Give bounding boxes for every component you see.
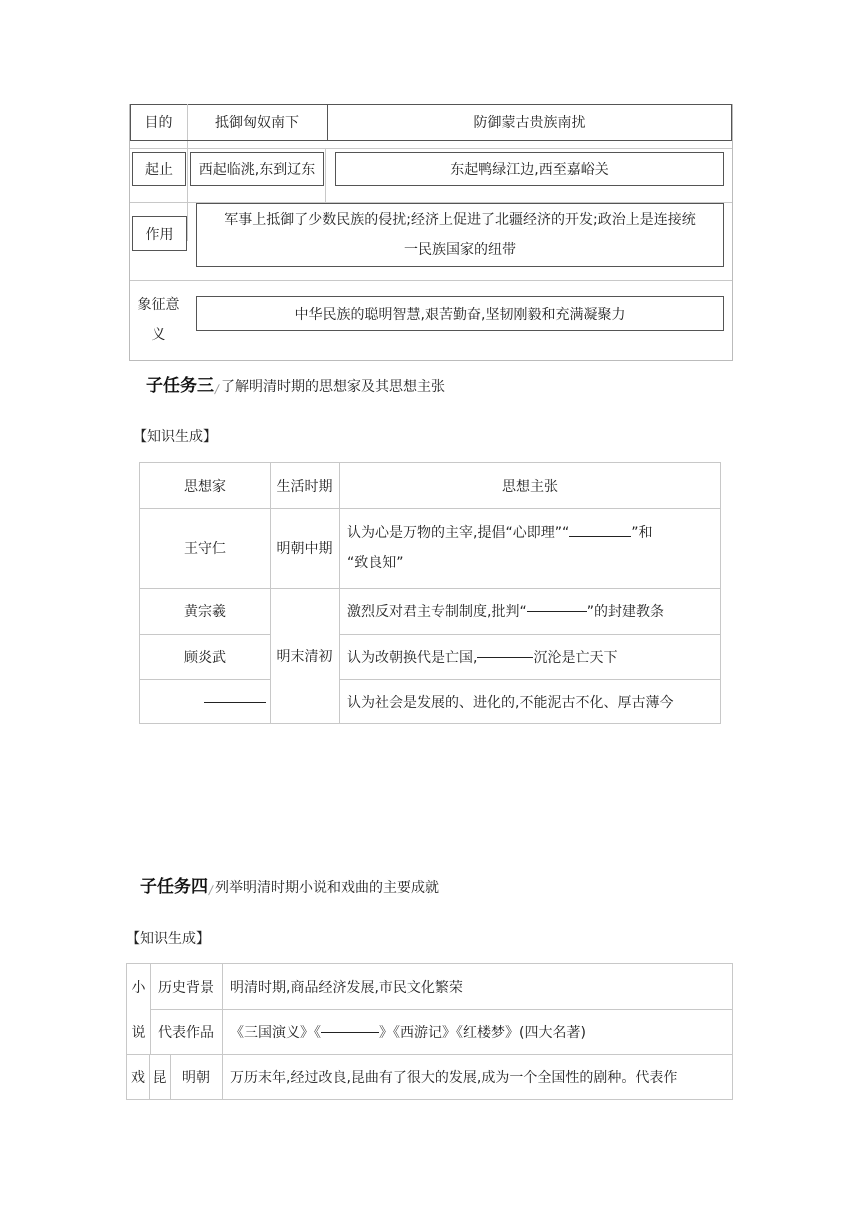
han-purpose: 抵御匈奴南下: [215, 115, 299, 131]
task3-title: 子任务三: [146, 376, 214, 396]
symbol-label: [130, 280, 187, 360]
idea-wang-line2: “致良知”: [347, 555, 404, 571]
ming-dynasty-label: 明朝: [182, 1070, 210, 1086]
fill-blank[interactable]: [204, 701, 266, 703]
symbol-label-line1: 象征意: [137, 297, 180, 313]
task3-heading: [146, 372, 445, 396]
symbol-text: 中华民族的聪明智慧,艰苦勤奋,坚韧刚毅和充满凝聚力: [196, 296, 724, 331]
effect-label: 作用: [132, 216, 187, 251]
effect-text-line1: 军事上抵御了少数民族的侵扰;经济上促进了北疆经济的开发;政治上是连接统: [224, 212, 696, 228]
kun-char: 昆: [152, 1070, 167, 1086]
task3-description: 了解明清时期的思想家及其思想主张: [221, 379, 446, 395]
fill-blank[interactable]: [527, 610, 587, 612]
effect-text-line2: 一民族国家的纽带: [404, 242, 516, 258]
kun-opera-text: 万历末年,经过改良,昆曲有了很大的发展,成为一个全国性的剧种。代表作: [230, 1070, 678, 1086]
idea-huang: 激烈反对君主专制制度,批判“ ”的封建教条: [347, 604, 664, 620]
fill-blank[interactable]: [321, 1031, 379, 1033]
novels-drama-table: [126, 963, 733, 1100]
ming-range: 东起鸭绿江边,西至嘉峪关: [335, 152, 724, 186]
works-label: 代表作品: [158, 1024, 214, 1041]
task4-knowledge-label: 【知识生成】: [126, 931, 210, 947]
period-late-ming-early-qing: 明末清初: [276, 649, 333, 665]
idea-wang-fuzhi: 认为社会是发展的、进化的,不能泥古不化、厚古薄今: [347, 694, 674, 711]
purpose-label: 目的: [144, 115, 173, 131]
idea-wang-line1: 认为心是万物的主宰,提倡“心即理”“ ”和: [347, 525, 653, 541]
task4-heading: [140, 873, 439, 897]
han-range: 西起临洮,东到辽东: [190, 152, 324, 186]
header-thinker: 思想家: [184, 478, 226, 495]
symbol-label-line2: 义: [151, 327, 166, 343]
novel-char-1: 小: [131, 979, 146, 996]
task4-title: 子任务四: [140, 877, 208, 897]
thinker-huang: 黄宗羲: [184, 604, 226, 620]
task3-knowledge-label: 【知识生成】: [133, 429, 217, 445]
ming-purpose: 防御蒙古贵族南扰: [473, 115, 586, 131]
fill-blank[interactable]: [477, 656, 533, 658]
thinkers-table: [139, 462, 721, 724]
thinker-gu: 顾炎武: [184, 649, 226, 666]
idea-gu: 认为改朝换代是亡国, 沉沦是亡天下: [347, 649, 618, 666]
idea-wang: [347, 508, 717, 588]
fill-blank[interactable]: [569, 535, 631, 537]
background-label: 历史背景: [158, 979, 214, 996]
works-text: 《三国演义》《 》《西游记》《红楼梦》(四大名著): [230, 1024, 586, 1041]
slash-icon: ∕: [213, 382, 221, 396]
period-mid-ming: 明朝中期: [276, 541, 333, 557]
header-period: 生活时期: [276, 478, 333, 495]
thinker-blank-cell: [140, 679, 270, 724]
slash-icon: ∕: [207, 883, 215, 897]
effect-text: [196, 203, 724, 267]
task4-description: 列举明清时期小说和戏曲的主要成就: [215, 880, 440, 896]
range-label: 起止: [132, 152, 186, 186]
header-idea: 思想主张: [502, 478, 558, 495]
thinker-wang: 王守仁: [184, 541, 226, 557]
novel-char-2: 说: [131, 1024, 146, 1041]
background-text: 明清时期,商品经济发展,市民文化繁荣: [230, 979, 463, 996]
drama-char: 戏: [131, 1070, 145, 1086]
great-wall-table: [129, 104, 733, 361]
